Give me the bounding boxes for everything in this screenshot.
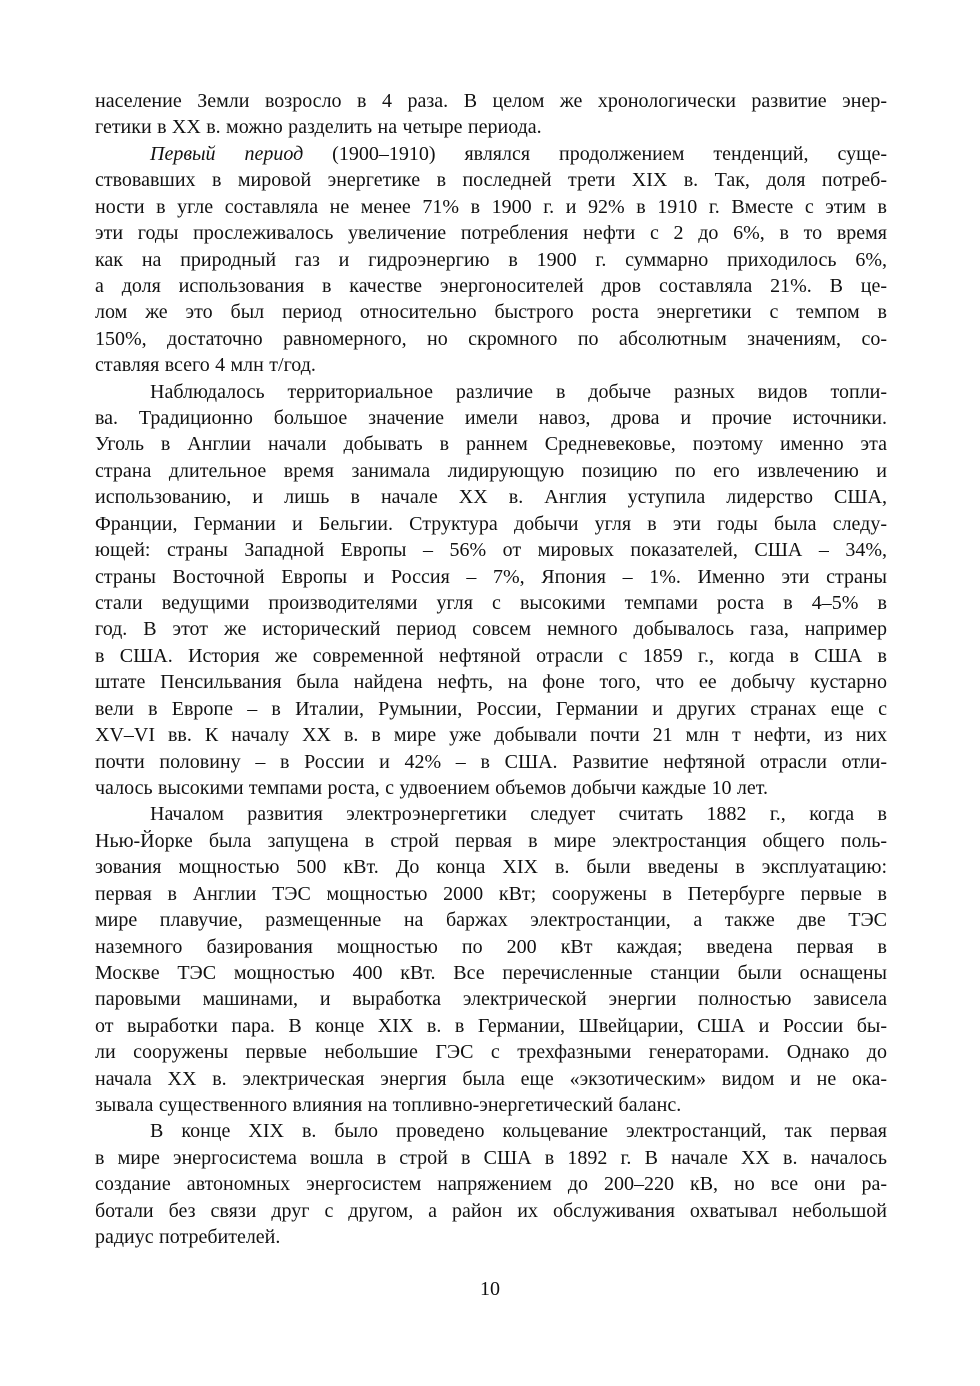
text-line: ствовавших в мировой энергетике в последней трети XIX в. Так, доля потреб-: [95, 169, 887, 192]
text-line: Москве ТЭС мощностью 400 кВт. Все перечисленные станции были оснащены: [95, 961, 887, 984]
text-line: Франции, Германии и Бельгии. Структура добычи угля в эти годы была следу-: [95, 512, 887, 535]
text-line: ва. Традиционно большое значение имели навоз, дрова и прочие источники.: [95, 407, 887, 430]
text-line: мире плавучие, размещенные на баржах электростанции, а также две ТЭС: [95, 909, 887, 932]
text-line: штате Пенсильвания была найдена нефть, на фоне того, что ее добычу кустарно: [95, 671, 887, 694]
text-line: страны Восточной Европы и Россия – 7%, Япония – 1%. Именно эти страны: [95, 565, 887, 588]
text-line: ботали без связи друг с другом, а район их обслуживания охватывал небольшой: [95, 1199, 887, 1222]
text-line: Нью-Йорке была запущена в строй первая в мире электростанция общего поль-: [95, 829, 887, 852]
text-line: от выработки пара. В конце XIX в. в Германии, Швейцарии, США и России бы-: [95, 1014, 887, 1037]
paragraph: [95, 88, 887, 141]
text-line: 150%, достаточно равномерного, но скромного по абсолютным значениям, со-: [95, 327, 887, 350]
text-line: Первый период (1900–1910) являлся продолжением тенденций, суще-: [150, 142, 887, 165]
text-line: лом же это был период относительно быстрого роста энергетики с темпом в: [95, 301, 887, 324]
text-line: а доля использования в качестве энергоносителей дров составляла 21%. В це-: [95, 274, 887, 297]
text-line: зования мощностью 500 кВт. До конца XIX в. были введены в эксплуатацию:: [95, 856, 887, 879]
page-number: 10: [480, 1278, 500, 1300]
text-line: стали ведущими производителями угля с высокими темпами роста в 4–5% в: [95, 592, 887, 615]
text-line: почти половину – в России и 42% – в США. Развитие нефтяной отрасли отли-: [95, 750, 887, 773]
text-line: ставляя всего 4 млн т/год.: [95, 354, 316, 377]
text-line: В конце XIX в. было проведено кольцевание электростанций, так первая: [150, 1120, 887, 1143]
paragraph: [95, 801, 887, 1118]
text-line: паровыми машинами, и выработка электрической энергии полностью зависела: [95, 988, 887, 1011]
text-line: год. В этот же исторический период совсем немного добывалось газа, например: [95, 618, 887, 641]
text-line: население Земли возросло в 4 раза. В целом же хронологически развитие энер-: [95, 90, 887, 112]
text-line: чалось высокими темпами роста, с удвоением объемов добычи каждые 10 лет.: [95, 776, 768, 799]
text-line: использованию, и лишь в начале XX в. Англия уступила лидерство США,: [95, 486, 887, 509]
text-line: вели в Европе – в Италии, Румынии, России, Германии и других странах еще с: [95, 697, 887, 720]
text-line: XV–VI вв. К началу XX в. в мире уже добывали почти 21 млн т нефти, из них: [95, 724, 887, 747]
paragraph: [95, 379, 887, 802]
text-line: ли сооружены первые небольшие ГЭС с трехфазными генераторами. Однако до: [95, 1041, 887, 1064]
text-line: как на природный газ и гидроэнергию в 1900 г. суммарно приходилось 6%,: [95, 248, 887, 271]
text-block: [95, 88, 887, 1251]
paragraph: [95, 141, 887, 379]
text-line: Наблюдалось территориальное различие в добыче разных видов топли-: [150, 380, 887, 403]
text-line: начала XX в. электрическая энергия была еще «экзотическим» видом и не ока-: [95, 1067, 887, 1090]
text-line: создание автономных энергосистем напряжением до 200–220 кВ, но все они ра-: [95, 1173, 887, 1196]
text-line: радиус потребителей.: [95, 1226, 281, 1249]
paragraph: [95, 1118, 887, 1250]
text-line: гетики в XX в. можно разделить на четыре периода.: [95, 116, 542, 139]
text-line: ющей: страны Западной Европы – 56% от мировых показателей, США – 34%,: [95, 539, 887, 562]
text-line: Уголь в Англии начали добывать в раннем Средневековье, поэтому именно эта: [95, 433, 887, 456]
text-line: Началом развития электроэнергетики следует считать 1882 г., когда в: [150, 803, 887, 826]
text-line: наземного базирования мощностью по 200 кВт каждая; введена первая в: [95, 935, 887, 958]
text-line: эти годы прослеживалось увеличение потребления нефти с 2 до 6%, в то время: [95, 222, 887, 245]
text-line: страна длительное время занимала лидирующую позицию по его извлечению и: [95, 459, 887, 482]
text-line: ности в угле составляла не менее 71% в 1900 г. и 92% в 1910 г. Вместе с этим в: [95, 195, 887, 218]
text-line: в США. История же современной нефтяной отрасли с 1859 г., когда в США в: [95, 644, 887, 667]
text-line: зывала существенного влияния на топливно-энергетический баланс.: [95, 1094, 682, 1117]
text-line: первая в Англии ТЭС мощностью 2000 кВт; сооружены в Петербурге первые в: [95, 882, 887, 905]
italic-lead: Первый период: [150, 142, 304, 165]
text-line: в мире энергосистема вошла в строй в США в 1892 г. В начале XX в. началось: [95, 1146, 887, 1169]
